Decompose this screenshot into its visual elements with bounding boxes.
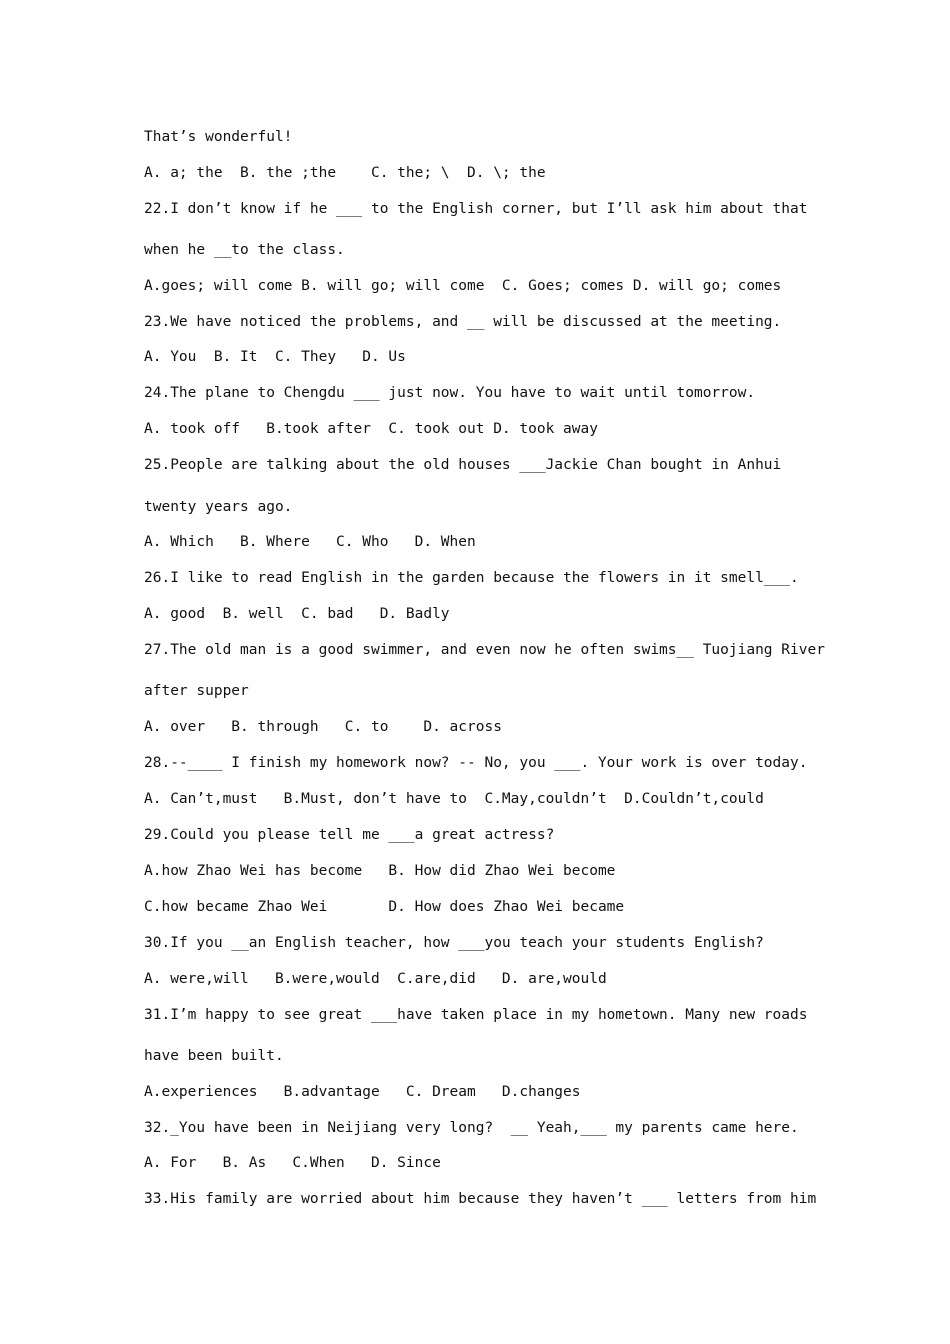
question-29: 29.Could you please tell me ___a great actress? xyxy=(144,827,555,843)
answer-options-25: A. Which B. Where C. Who D. When xyxy=(144,534,476,550)
answer-options-24: A. took off B.took after C. took out D. took away xyxy=(144,421,598,437)
question-31: 31.I’m happy to see great ___have taken place in my hometown. Many new roads xyxy=(144,1007,808,1023)
answer-options-28: A. Can’t,must B.Must, don’t have to C.May,couldn’t D.Couldn’t,could xyxy=(144,791,764,807)
question-27: 27.The old man is a good swimmer, and even now he often swims__ Tuojiang River xyxy=(144,642,825,658)
answer-options-30: A. were,will B.were,would C.are,did D. are,would xyxy=(144,971,607,987)
question-31-continued: have been built. xyxy=(144,1048,284,1064)
question-24: 24.The plane to Chengdu ___ just now. You have to wait until tomorrow. xyxy=(144,385,756,401)
question-30: 30.If you __an English teacher, how ___you teach your students English? xyxy=(144,935,764,951)
question-32: 32._You have been in Neijiang very long? __ Yeah,___ my parents came here. xyxy=(144,1120,799,1136)
question-25: 25.People are talking about the old houses ___Jackie Chan bought in Anhui xyxy=(144,457,782,473)
question-23: 23.We have noticed the problems, and __ will be discussed at the meeting. xyxy=(144,314,782,330)
text-line: That’s wonderful! xyxy=(144,129,293,145)
question-33: 33.His family are worried about him because they haven’t ___ letters from him xyxy=(144,1191,817,1207)
question-22: 22.I don’t know if he ___ to the English corner, but I’ll ask him about that xyxy=(144,201,808,217)
question-28: 28.--____ I finish my homework now? -- No, you ___. Your work is over today. xyxy=(144,755,808,771)
answer-options-29-cd: C.how became Zhao Wei D. How does Zhao Wei became xyxy=(144,899,625,915)
question-22-continued: when he __to the class. xyxy=(144,242,345,258)
answer-options-27: A. over B. through C. to D. across xyxy=(144,719,502,735)
answer-options-22: A.goes; will come B. will go; will come C. Goes; comes D. will go; comes xyxy=(144,278,782,294)
answer-options-26: A. good B. well C. bad D. Badly xyxy=(144,606,450,622)
question-27-continued: after supper xyxy=(144,683,249,699)
answer-options-21: A. a; the B. the ;the C. the; \ D. \; the xyxy=(144,165,546,181)
answer-options-29-ab: A.how Zhao Wei has become B. How did Zhao Wei become xyxy=(144,863,616,879)
question-25-continued: twenty years ago. xyxy=(144,499,293,515)
answer-options-32: A. For B. As C.When D. Since xyxy=(144,1155,441,1171)
answer-options-31: A.experiences B.advantage C. Dream D.changes xyxy=(144,1084,581,1100)
answer-options-23: A. You B. It C. They D. Us xyxy=(144,349,406,365)
question-26: 26.I like to read English in the garden because the flowers in it smell___. xyxy=(144,570,799,586)
